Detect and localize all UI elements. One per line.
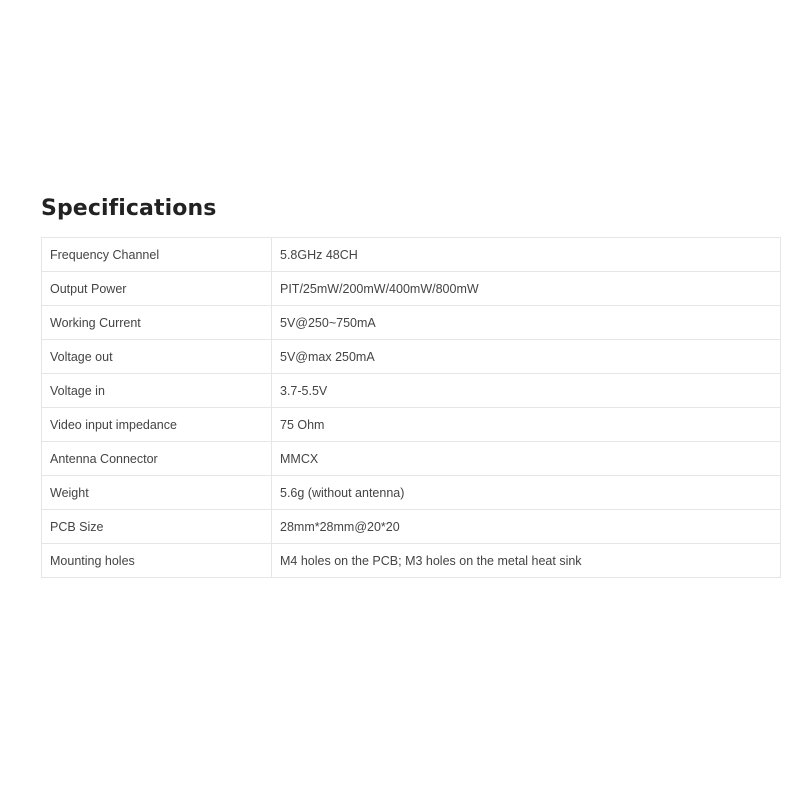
- section-title: Specifications: [41, 196, 217, 221]
- spec-value: 5.8GHz 48CH: [272, 238, 781, 272]
- spec-label: PCB Size: [42, 510, 272, 544]
- table-row: [42, 340, 781, 374]
- table-row: [42, 510, 781, 544]
- table-row: [42, 476, 781, 510]
- table-row: [42, 374, 781, 408]
- spec-label: Video input impedance: [42, 408, 272, 442]
- spec-label: Output Power: [42, 272, 272, 306]
- table-row: [42, 544, 781, 578]
- spec-value: 3.7-5.5V: [272, 374, 781, 408]
- spec-value: 75 Ohm: [272, 408, 781, 442]
- spec-label: Voltage in: [42, 374, 272, 408]
- spec-value: 5V@250~750mA: [272, 306, 781, 340]
- specifications-section: [41, 194, 781, 568]
- table-row: [42, 442, 781, 476]
- table-row: [42, 408, 781, 442]
- spec-label: Working Current: [42, 306, 272, 340]
- spec-value: 5.6g (without antenna): [272, 476, 781, 510]
- spec-value: 5V@max 250mA: [272, 340, 781, 374]
- spec-value: 28mm*28mm@20*20: [272, 510, 781, 544]
- spec-value: PIT/25mW/200mW/400mW/800mW: [272, 272, 781, 306]
- table-row: [42, 306, 781, 340]
- spec-label: Weight: [42, 476, 272, 510]
- spec-label: Mounting holes: [42, 544, 272, 578]
- spec-value: MMCX: [272, 442, 781, 476]
- spec-value: M4 holes on the PCB; M3 holes on the metal heat sink: [272, 544, 781, 578]
- spec-label: Frequency Channel: [42, 238, 272, 272]
- table-row: [42, 272, 781, 306]
- spec-label: Voltage out: [42, 340, 272, 374]
- table-row: [42, 238, 781, 272]
- specifications-table: [41, 237, 781, 578]
- spec-label: Antenna Connector: [42, 442, 272, 476]
